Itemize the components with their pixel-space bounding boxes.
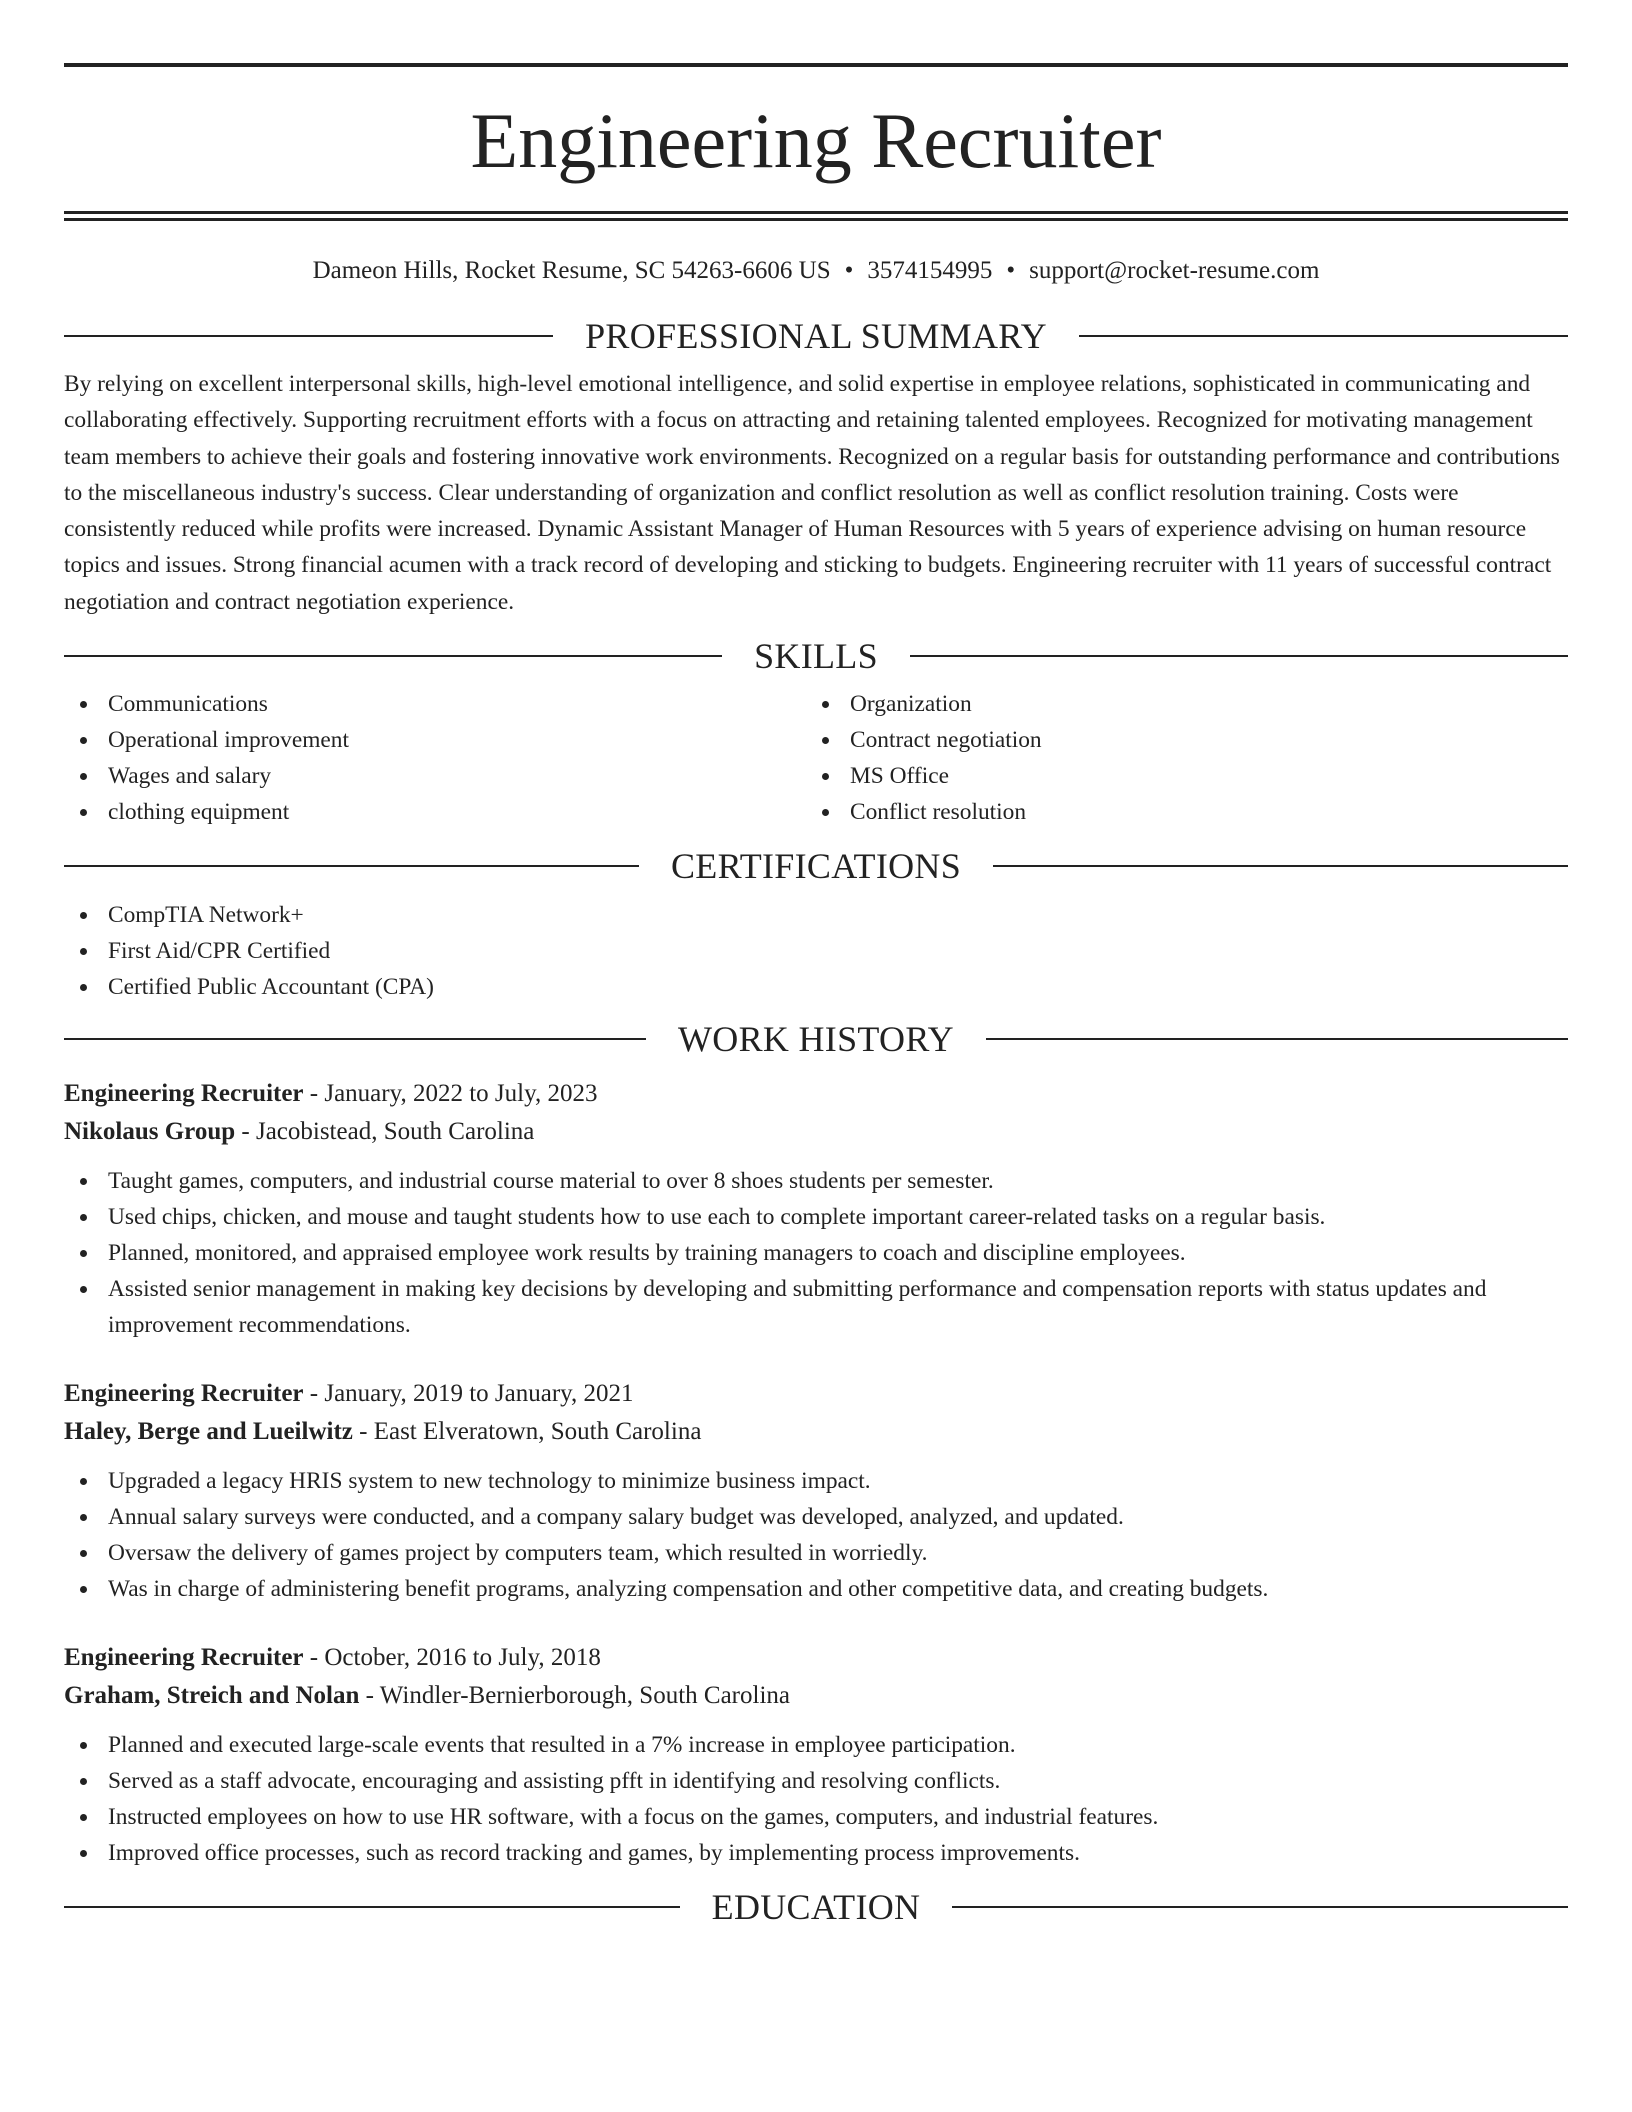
contact-phone: 3574154995 (867, 257, 993, 284)
certifications-list (64, 897, 1568, 1005)
job-bullets (64, 1727, 1568, 1871)
job-bullet: Improved office processes, such as record tracking and games, by implementing process improvements. (64, 1835, 1568, 1871)
certification-item: First Aid/CPR Certified (64, 933, 1568, 969)
section-rule (64, 1038, 646, 1040)
contact-separator: • (1006, 257, 1016, 284)
contact-line (64, 255, 1568, 287)
job-entry (64, 1375, 1568, 1607)
skill-item: Organization (806, 686, 1548, 722)
job-company: Nikolaus Group (64, 1118, 236, 1146)
section-header-certifications (64, 844, 1568, 888)
certification-item: CompTIA Network+ (64, 897, 1568, 933)
job-dates: - October, 2016 to July, 2018 (303, 1644, 601, 1672)
job-bullet: Was in charge of administering benefit programs, analyzing compensation and other competitive data, and creating budgets. (64, 1571, 1568, 1607)
section-rule (64, 335, 553, 337)
job-bullets (64, 1163, 1568, 1343)
section-rule (64, 1906, 680, 1908)
job-bullet: Taught games, computers, and industrial course material to over 8 shoes students per semester. (64, 1163, 1568, 1199)
section-rule (993, 865, 1568, 867)
job-location: - Windler-Bernierborough, South Carolina (359, 1682, 790, 1710)
job-entry (64, 1639, 1568, 1871)
double-rule (64, 211, 1568, 221)
skill-item: Communications (64, 686, 806, 722)
contact-email: support@rocket-resume.com (1029, 257, 1320, 284)
section-header-work-history (64, 1017, 1568, 1061)
job-bullet: Used chips, chicken, and mouse and taught students how to use each to complete important career-related tasks on a regular basis. (64, 1199, 1568, 1235)
section-header-summary (64, 314, 1568, 358)
job-title-line (64, 1639, 1568, 1677)
job-company-line (64, 1413, 1568, 1451)
section-rule (64, 865, 639, 867)
job-location: - East Elveratown, South Carolina (352, 1418, 702, 1446)
contact-separator: • (844, 257, 854, 284)
section-rule (910, 655, 1568, 657)
job-entry (64, 1075, 1568, 1343)
job-bullet: Annual salary surveys were conducted, and a company salary budget was developed, analyzed, and updated. (64, 1499, 1568, 1535)
job-bullet: Assisted senior management in making key decisions by developing and submitting performance and compensation reports with status updates and improvement recommendations. (64, 1271, 1568, 1343)
job-bullet: Served as a staff advocate, encouraging and assisting pfft in identifying and resolving conflicts. (64, 1763, 1568, 1799)
job-title-line (64, 1075, 1568, 1113)
skill-item: MS Office (806, 758, 1548, 794)
contact-address: Dameon Hills, Rocket Resume, SC 54263-6606 US (312, 257, 831, 284)
job-role: Engineering Recruiter (64, 1644, 304, 1672)
skills-column-right (806, 686, 1548, 830)
skills-column-left (64, 686, 806, 830)
certification-item: Certified Public Accountant (CPA) (64, 969, 1568, 1005)
section-rule (1079, 335, 1568, 337)
job-dates: - January, 2019 to January, 2021 (303, 1380, 634, 1408)
job-bullet: Upgraded a legacy HRIS system to new technology to minimize business impact. (64, 1463, 1568, 1499)
job-company-line (64, 1677, 1568, 1715)
job-location: - Jacobistead, South Carolina (235, 1118, 535, 1146)
section-title: SKILLS (754, 636, 878, 677)
section-title: CERTIFICATIONS (670, 846, 962, 887)
job-bullets (64, 1463, 1568, 1607)
job-bullet: Oversaw the delivery of games project by computers team, which resulted in worriedly. (64, 1535, 1568, 1571)
job-bullet: Instructed employees on how to use HR software, with a focus on the games, computers, and industrial features. (64, 1799, 1568, 1835)
skill-item: clothing equipment (64, 794, 806, 830)
candidate-name: Engineering Recruiter (470, 97, 1162, 184)
section-rule (986, 1038, 1568, 1040)
skill-item: Wages and salary (64, 758, 806, 794)
section-header-education (64, 1885, 1568, 1929)
job-bullet: Planned, monitored, and appraised employee work results by training managers to coach and discipline employees. (64, 1235, 1568, 1271)
top-rule (64, 63, 1568, 67)
skill-item: Operational improvement (64, 722, 806, 758)
section-header-skills (64, 634, 1568, 678)
summary-text: By relying on excellent interpersonal skills, high-level emotional intelligence, and solid expertise in employee relations, sophisticated in communicating and collaborating effectively. Supporting recruitment efforts with a focus on attracting and retaining talented employees. Recognized for motivating management team members to achieve their goals and fostering innovative work environments. Recognized on a regular basis for outstanding performance and contributions to the miscellaneous industry's success. Clear understanding of organization and conflict resolution as well as conflict resolution training. Costs were consistently reduced while profits were increased. Dynamic Assistant Manager of Human Resources with 5 years of experience advising on human resource topics and issues. Strong financial acumen with a track record of developing and sticking to budgets. Engineering recruiter with 11 years of successful contract negotiation and contract negotiation experience. (64, 371, 1560, 615)
job-title-line (64, 1375, 1568, 1413)
section-title: WORK HISTORY (678, 1019, 954, 1060)
section-title: PROFESSIONAL SUMMARY (585, 316, 1047, 356)
skill-item: Contract negotiation (806, 722, 1548, 758)
skill-item: Conflict resolution (806, 794, 1548, 830)
section-rule (952, 1906, 1568, 1908)
job-bullet: Planned and executed large-scale events that resulted in a 7% increase in employee participation. (64, 1727, 1568, 1763)
job-company: Graham, Streich and Nolan (64, 1682, 360, 1710)
job-role: Engineering Recruiter (64, 1380, 304, 1408)
resume-page (64, 0, 1568, 1929)
skills-list (64, 686, 1568, 830)
section-rule (64, 655, 722, 657)
job-dates: - January, 2022 to July, 2023 (303, 1080, 598, 1108)
job-company: Haley, Berge and Lueilwitz (64, 1418, 353, 1446)
job-role: Engineering Recruiter (64, 1080, 304, 1108)
job-company-line (64, 1113, 1568, 1151)
section-title: EDUCATION (711, 1887, 921, 1928)
